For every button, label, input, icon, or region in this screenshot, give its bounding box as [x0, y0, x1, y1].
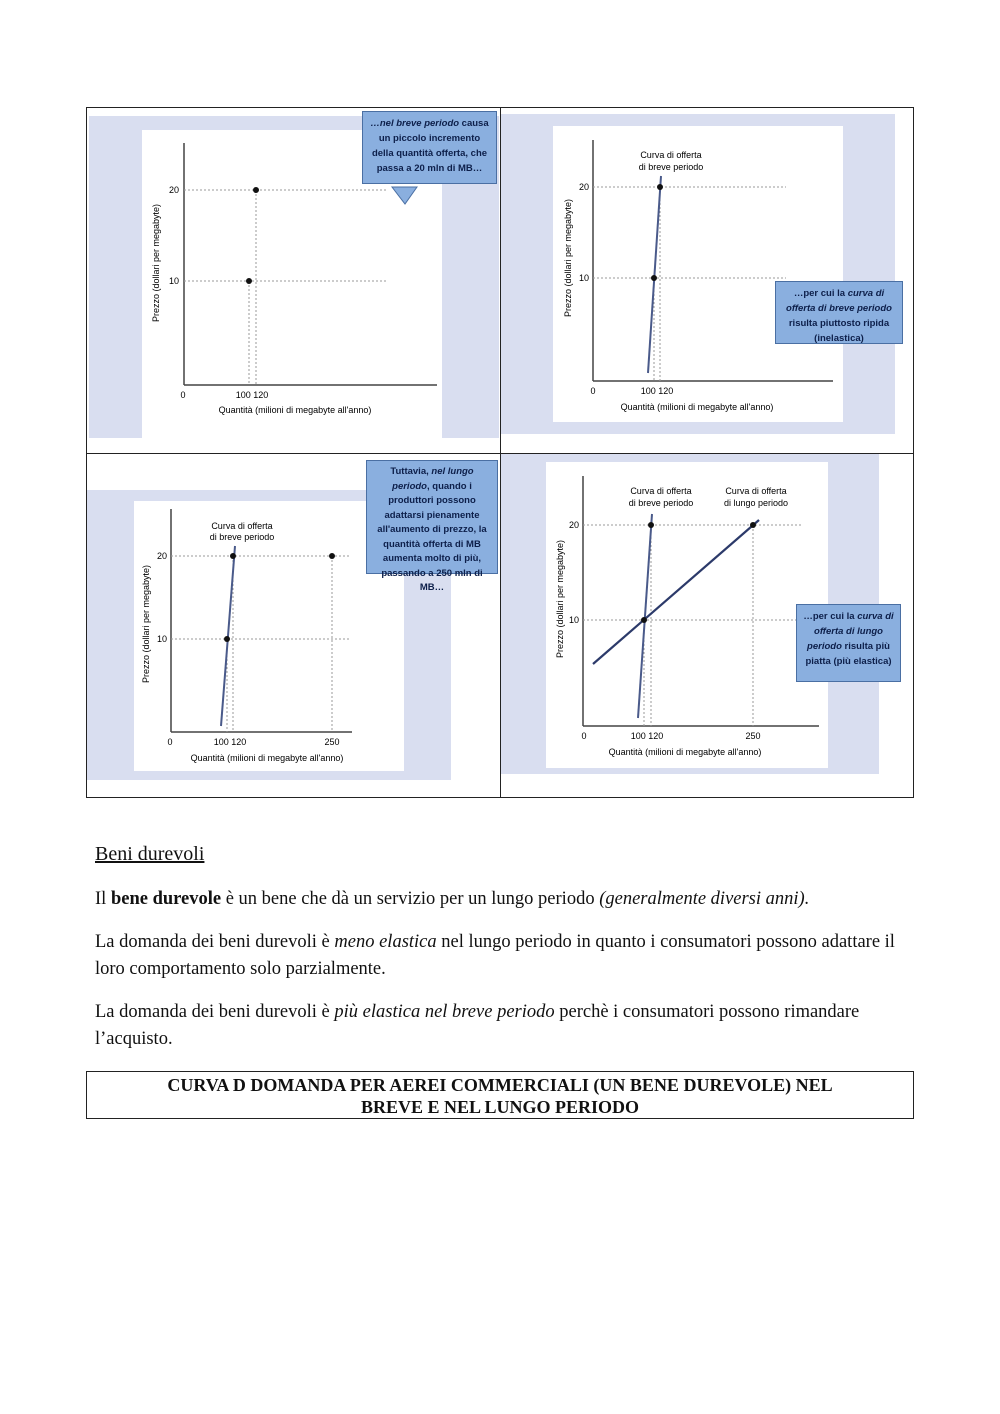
short-run-label-2: di breve periodo: [628, 498, 694, 508]
x-axis-label: Quantità (milioni di megabyte all'anno): [608, 747, 762, 757]
long-run-label-2: di lungo periodo: [723, 498, 789, 508]
callout-short-run-steep: [775, 281, 903, 344]
p3-pre: La domanda dei beni durevoli è: [95, 1002, 335, 1022]
short-run-label-2: di breve periodo: [209, 532, 275, 542]
short-run-label-1: Curva di offerta: [211, 521, 273, 531]
y-axis-label: Prezzo (dollari per megabyte): [563, 198, 573, 318]
x-axis-label: Quantità (milioni di megabyte all'anno): [620, 402, 774, 412]
y-axis-label: Prezzo (dollari per megabyte): [141, 564, 151, 684]
tick-10: 10: [168, 276, 179, 286]
p3-post: perchè i consumatori possono rimandare l’acquisto.: [95, 1002, 860, 1049]
callout-4-pre: …per cui la: [803, 611, 858, 622]
callout-3-post: , quando i produttori possono adattarsi pienamente all'aumento di prezzo, la quantità offerta di MB aumenta molto di più, passando a 250 mln di MB…: [377, 480, 487, 593]
short-run-label-1: Curva di offerta: [640, 150, 702, 160]
tick-20: 20: [156, 551, 167, 561]
callout-short-run-increase: [362, 111, 497, 184]
p2-pre: La domanda dei beni durevoli è: [95, 932, 335, 952]
short-run-label-2: di breve periodo: [638, 162, 704, 172]
x-axis-label: Quantità (milioni di megabyte all'anno): [218, 405, 372, 415]
tick-100-120: 100 120: [213, 737, 247, 747]
y-axis-label: Prezzo (dollari per megabyte): [555, 539, 565, 659]
tick-origin: 0: [180, 390, 186, 400]
tick-origin: 0: [590, 386, 596, 396]
p2-post: nel lungo periodo in quanto i consumatori possono adattare il loro comportamento solo parzialmente.: [95, 932, 895, 979]
tick-10: 10: [156, 634, 167, 644]
tick-origin: 0: [581, 731, 587, 741]
callout-4-post: risulta più piatta (più elastica): [805, 641, 892, 667]
callout-2-emphasis: curva di offerta di breve periodo: [786, 288, 892, 314]
p1-italic: (generalmente diversi anni).: [599, 889, 810, 909]
tick-250: 250: [745, 731, 761, 741]
paragraph-short-run: [95, 999, 905, 1053]
tick-20: 20: [568, 520, 579, 530]
p2-italic: meno elastica: [334, 932, 437, 952]
tick-100-120: 100 120: [640, 386, 674, 396]
boxed-title-line-2: BREVE E NEL LUNGO PERIODO: [360, 1097, 640, 1117]
tick-20: 20: [578, 182, 589, 192]
boxed-title: [86, 1071, 914, 1119]
p1-bold: bene durevole: [110, 889, 222, 909]
p3-italic: più elastica nel breve periodo: [334, 1002, 555, 1022]
callout-long-run-increase: [366, 460, 498, 593]
p1-pre: Il: [95, 889, 111, 909]
callout-4-emphasis: curva di offerta di lungo periodo: [807, 611, 894, 652]
tick-250: 250: [324, 737, 340, 747]
paragraph-long-run: [95, 929, 905, 983]
callout-2-pre: …per cui la: [793, 288, 848, 299]
tick-20: 20: [168, 185, 179, 195]
x-axis-label: Quantità (milioni di megabyte all'anno): [190, 753, 344, 763]
callout-1-emphasis: …nel breve periodo: [370, 118, 460, 129]
callout-2-post: risulta piuttosto ripida (inelastica): [788, 318, 890, 344]
callout-3-emphasis: nel lungo periodo: [392, 466, 474, 492]
tick-origin: 0: [167, 737, 173, 747]
callout-1-text: causa un piccolo incremento della quantità offerta, che passa a 20 mln di MB…: [371, 118, 489, 174]
short-run-label-1: Curva di offerta: [630, 486, 692, 496]
tick-100-120: 100 120: [235, 390, 269, 400]
tick-10: 10: [568, 615, 579, 625]
tick-100-120: 100 120: [630, 731, 664, 741]
long-run-label-1: Curva di offerta: [725, 486, 787, 496]
callout-3-pre: Tuttavia,: [390, 466, 432, 477]
paragraph-definition: [95, 886, 905, 913]
section-heading: Beni durevoli: [95, 843, 205, 865]
tick-10: 10: [578, 273, 589, 283]
boxed-title-line-1: CURVA D DOMANDA PER AEREI COMMERCIALI (UN BENE DUREVOLE) NEL: [167, 1075, 833, 1095]
callout-long-run-flat: [796, 604, 901, 682]
y-axis-label: Prezzo (dollari per megabyte): [151, 203, 161, 323]
p1-mid: è un bene che dà un servizio per un lungo periodo: [221, 889, 600, 909]
